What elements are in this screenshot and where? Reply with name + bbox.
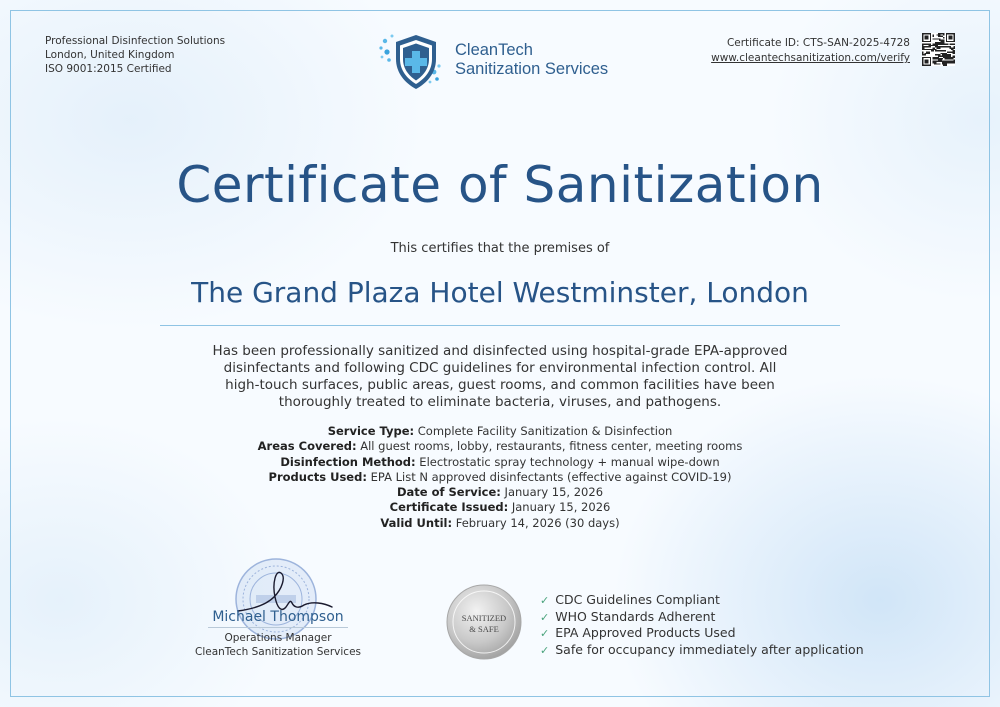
compliance-text: Safe for occupancy immediately after application [555, 641, 864, 657]
compliance-list [540, 592, 864, 658]
signer-company: CleanTech Sanitization Services [194, 646, 362, 658]
detail-label: Date of Service: [396, 485, 501, 500]
compliance-text: WHO Standards Adherent [555, 608, 716, 624]
check-icon: ✓ [540, 627, 550, 640]
signer-role [188, 631, 368, 659]
check-icon: ✓ [540, 610, 550, 624]
detail-row [0, 424, 1000, 439]
detail-value: All guest rooms, lobby, restaurants, fitness center, meeting rooms [360, 439, 743, 454]
shield-cross-icon [378, 32, 444, 92]
detail-label: Valid Until: [380, 515, 453, 530]
sanitized-safe-badge [446, 584, 522, 660]
signer-title: Operations Manager [224, 632, 332, 644]
compliance-item [540, 592, 864, 609]
issuer-line: Professional Disinfection Solutions [45, 35, 226, 47]
detail-label: Products Used: [268, 469, 367, 484]
issuer-line: ISO 9001:2015 Certified [45, 63, 172, 75]
detail-label: Service Type: [327, 424, 415, 438]
detail-label: Disinfection Method: [280, 454, 416, 469]
detail-value: EPA List N approved disinfectants (effective against COVID-19) [370, 469, 732, 484]
compliance-text: CDC Guidelines Compliant [555, 592, 720, 607]
detail-row [0, 439, 1000, 454]
detail-value: February 14, 2026 (30 days) [455, 515, 620, 530]
detail-value: Complete Facility Sanitization & Disinfection [417, 424, 673, 438]
badge-line1: SANITIZED [461, 613, 507, 623]
company-name-line2: Sanitization Services [455, 60, 609, 78]
detail-row [0, 516, 1000, 531]
check-icon: ✓ [540, 594, 550, 607]
detail-label: Areas Covered: [257, 439, 357, 454]
certifies-text: This certifies that the premises of [390, 241, 610, 256]
detail-row [0, 455, 1000, 470]
compliance-item [540, 642, 864, 659]
verify-link[interactable]: www.cleantechsanitization.com/verify [711, 52, 910, 64]
company-name [455, 41, 608, 79]
signer-name: Michael Thompson [212, 609, 344, 625]
detail-row [0, 470, 1000, 485]
check-icon: ✓ [540, 643, 550, 657]
detail-row [0, 485, 1000, 500]
issuer-info [45, 34, 225, 76]
divider [160, 325, 840, 326]
compliance-text: EPA Approved Products Used [555, 625, 736, 640]
signature-line [208, 627, 348, 628]
badge-line2: & SAFE [469, 624, 499, 634]
compliance-item [540, 625, 864, 642]
company-name-line1: CleanTech [455, 41, 533, 59]
certificate-id: Certificate ID: CTS-SAN-2025-4728 [726, 37, 910, 49]
detail-row [0, 500, 1000, 515]
company-logo [378, 32, 628, 92]
compliance-item [540, 609, 864, 626]
service-details [0, 424, 1000, 531]
detail-value: Electrostatic spray technology + manual wipe-down [419, 454, 720, 469]
detail-label: Certificate Issued: [389, 500, 509, 515]
premises-name: The Grand Plaza Hotel Westminster, London [191, 276, 809, 309]
detail-value: January 15, 2026 [511, 500, 611, 515]
certificate-title: Certificate of Sanitization [176, 156, 824, 214]
qr-code-icon[interactable] [922, 33, 955, 66]
certificate-id-block [711, 36, 910, 66]
issuer-line: London, United Kingdom [45, 49, 175, 61]
certificate-body: Has been professionally sanitized and disinfected using hospital-grade EPA-approved disinfectants and following CDC guidelines for environmental infection control. All high-touch surfaces, public areas, guest rooms, and common facilities have been thoroughly treated to eliminate bacteria, viruses, and pathogens. [212, 343, 788, 410]
detail-value: January 15, 2026 [504, 485, 604, 500]
